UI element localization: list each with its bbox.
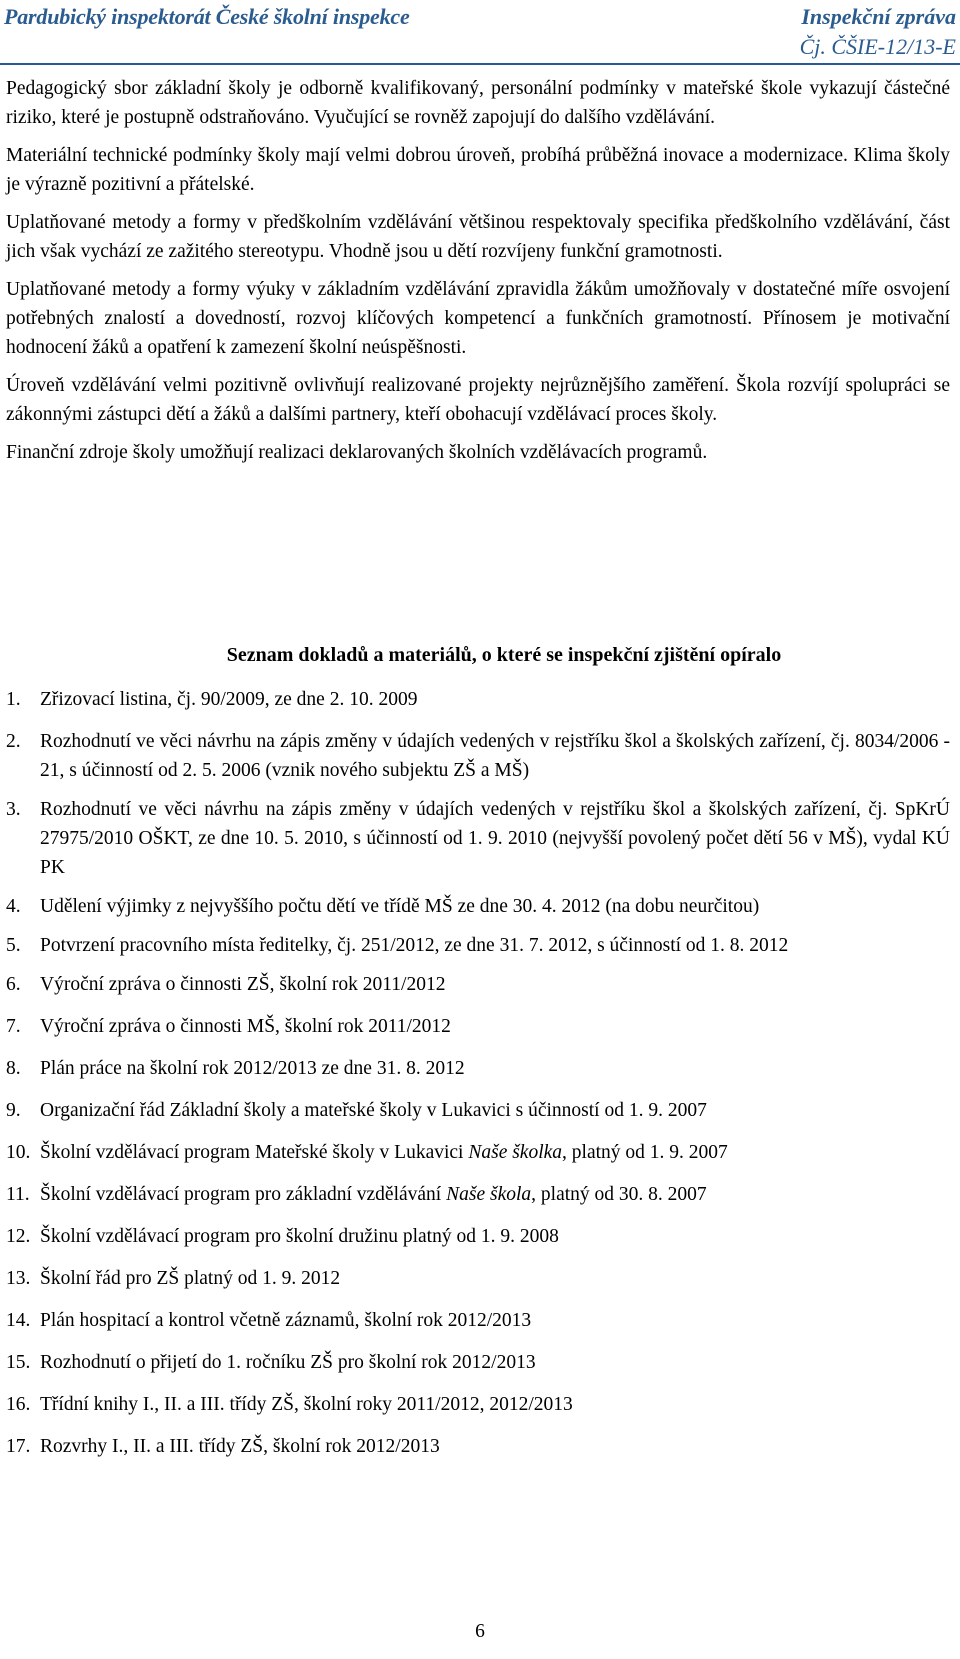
list-item-text: Zřizovací listina, čj. 90/2009, ze dne 2. 10. 2009 — [40, 689, 418, 710]
list-item-number: 12. — [6, 1226, 31, 1247]
list-item-text-pre: Školní vzdělávací program pro základní vzdělávání — [40, 1184, 447, 1205]
list-item-number: 13. — [6, 1268, 31, 1289]
header-report-title: Inspekční zpráva — [801, 4, 956, 29]
list-item-text: Rozhodnutí ve věci návrhu na zápis změny v údajích vedených v rejstříku škol a školských zařízení, čj. 8034/2006 - 21, s účinností od 2. 5. 2006 (vznik nového subjektu ZŠ a MŠ) — [40, 731, 950, 781]
list-item-text: Školní vzdělávací program pro školní družinu platný od 1. 9. 2008 — [40, 1226, 559, 1247]
list-item-text: Školní řád pro ZŠ platný od 1. 9. 2012 — [40, 1268, 341, 1289]
list-item-number: 1. — [6, 689, 21, 710]
paragraph-preschool-methods: Uplatňované metody a formy v předškolním vzdělávání většinou respektovaly specifika předškolního vzdělávání, část jich však vychází ze zažitého stereotypu. Vhodně jsou u dětí rozvíjeny funkční gramotnosti. — [6, 212, 950, 262]
list-item-number: 8. — [6, 1058, 21, 1079]
header-reference-number: Čj. ČŠIE-12/13-E — [799, 34, 956, 59]
list-item — [6, 1348, 950, 1377]
list-item — [6, 1054, 950, 1083]
list-item-text: Výroční zpráva o činnosti MŠ, školní rok 2011/2012 — [40, 1016, 451, 1037]
list-item — [6, 1390, 950, 1419]
list-item-text-post: , platný od 30. 8. 2007 — [531, 1184, 707, 1205]
section-title-text: Seznam dokladů a materiálů, o které se inspekční zjištění opíralo — [226, 644, 782, 666]
list-item — [6, 685, 950, 714]
list-item — [6, 727, 950, 785]
page-number: 6 — [475, 1621, 485, 1642]
list-item-number: 2. — [6, 731, 21, 752]
list-item-text: Rozhodnutí ve věci návrhu na zápis změny v údajích vedených v rejstříku škol a školských zařízení, čj. SpKrÚ 27975/2010 OŠKT, ze dne 10. 5. 2010, s účinností od 1. 9. 2010 (nejvyšší povolený počet dětí 56 v MŠ), vydal KÚ PK — [40, 799, 950, 878]
list-item-text: Potvrzení pracovního místa ředitelky, čj. 251/2012, ze dne 31. 7. 2012, s účinností od 1. 8. 2012 — [40, 935, 789, 956]
program-name: Naše škola — [446, 1184, 532, 1205]
section-title — [0, 644, 960, 667]
list-item-text: Plán práce na školní rok 2012/2013 ze dne 31. 8. 2012 — [40, 1058, 465, 1079]
list-item — [6, 1138, 950, 1167]
list-item-text: Třídní knihy I., II. a III. třídy ZŠ, školní roky 2011/2012, 2012/2013 — [40, 1394, 573, 1415]
list-item-number: 16. — [6, 1394, 31, 1415]
paragraph-projects: Úroveň vzdělávání velmi pozitivně ovlivňují realizované projekty nejrůznějšího zaměření. Škola rozvíjí spolupráci se zákonnými zástupci dětí a žáků a dalšími partnery, kteří obohacují vzdělávací proces školy. — [6, 375, 950, 425]
list-item-number: 17. — [6, 1436, 31, 1457]
list-item-number: 3. — [6, 799, 21, 820]
header-inspectorate: Pardubický inspektorát České školní inspekce — [4, 4, 410, 29]
list-item-number: 15. — [6, 1352, 31, 1373]
list-item-text: Udělení výjimky z nejvyššího počtu dětí ve třídě MŠ ze dne 30. 4. 2012 (na dobu neurčitou) — [40, 896, 760, 917]
paragraph-material-conditions: Materiální technické podmínky školy mají velmi dobrou úroveň, probíhá průběžná inovace a modernizace. Klima školy je výrazně pozitivní a přátelské. — [6, 145, 950, 195]
list-item-text-pre: Školní vzdělávací program Mateřské školy v Lukavici — [40, 1142, 469, 1163]
list-item — [6, 1306, 950, 1335]
list-item-text: Výroční zpráva o činnosti ZŠ, školní rok 2011/2012 — [40, 974, 446, 995]
paragraph-staff: Pedagogický sbor základní školy je odborně kvalifikovaný, personální podmínky v mateřské škole vykazují částečné riziko, které je postupně odstraňováno. Vyučující se rovněž zapojují do dalšího vzdělávání. — [6, 78, 950, 128]
list-item — [6, 931, 950, 960]
list-item-text: Rozvrhy I., II. a III. třídy ZŠ, školní rok 2012/2013 — [40, 1436, 440, 1457]
paragraph-basic-education-methods: Uplatňované metody a formy výuky v základním vzdělávání zpravidla žákům umožňovaly v dostatečné míře osvojení potřebných znalostí a dovedností, rozvoj klíčových kompetencí a funkčních gramotností. Přínosem je motivační hodnocení žáků a opatření k zamezení školní neúspěšnosti. — [6, 279, 950, 358]
list-item-text: Organizační řád Základní školy a mateřské školy v Lukavici s účinností od 1. 9. 2007 — [40, 1100, 707, 1121]
list-item — [6, 1264, 950, 1293]
list-item-number: 10. — [6, 1142, 31, 1163]
list-item — [6, 1222, 950, 1251]
list-item — [6, 1012, 950, 1041]
list-item — [6, 892, 950, 921]
header-divider — [0, 63, 960, 65]
list-item — [6, 970, 950, 999]
list-item — [6, 1432, 950, 1461]
list-item-text-post: , platný od 1. 9. 2007 — [562, 1142, 728, 1163]
paragraph-finances: Finanční zdroje školy umožňují realizaci deklarovaných školních vzdělávacích programů. — [6, 442, 708, 463]
list-item-number: 6. — [6, 974, 21, 995]
list-item-text: Rozhodnutí o přijetí do 1. ročníku ZŠ pro školní rok 2012/2013 — [40, 1352, 536, 1373]
list-item-text: Plán hospitací a kontrol včetně záznamů, školní rok 2012/2013 — [40, 1310, 532, 1331]
body-text — [6, 74, 950, 476]
list-item-number: 14. — [6, 1310, 31, 1331]
document-list — [6, 685, 950, 1474]
page-header — [0, 0, 960, 64]
list-item — [6, 1180, 950, 1209]
list-item-number: 5. — [6, 935, 21, 956]
list-item — [6, 1096, 950, 1125]
list-item-number: 4. — [6, 896, 21, 917]
list-item — [6, 795, 950, 882]
list-item-number: 7. — [6, 1016, 21, 1037]
list-item-number: 9. — [6, 1100, 21, 1121]
list-item-number: 11. — [6, 1184, 30, 1205]
program-name: Naše školka — [468, 1142, 563, 1163]
